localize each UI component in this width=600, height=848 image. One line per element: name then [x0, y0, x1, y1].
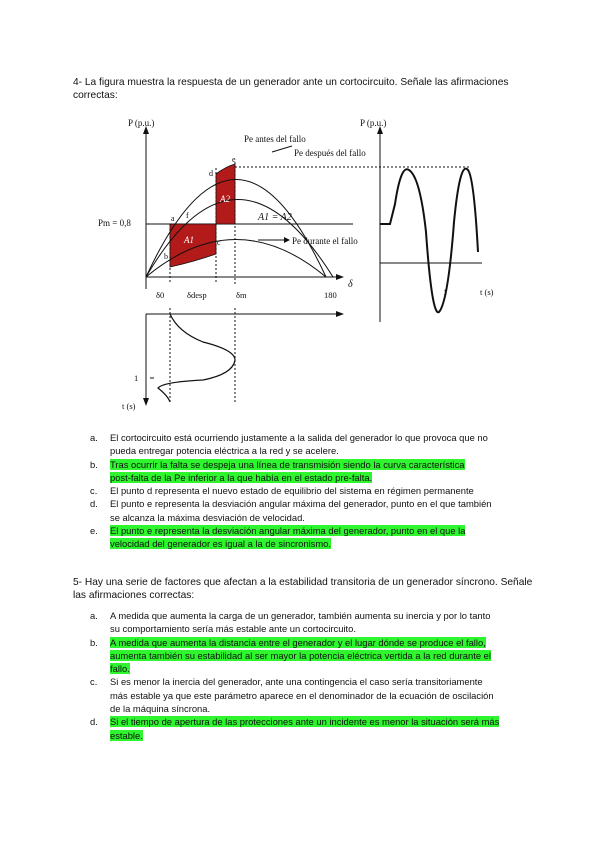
point-c: c: [217, 238, 221, 247]
bottom-t-arrow: [143, 398, 149, 406]
option-text: [110, 431, 522, 458]
point-b: b: [164, 252, 168, 261]
option-line: pueda entregar potencia eléctrica a la red y se acelere.: [110, 445, 339, 457]
answer-option: [90, 431, 522, 458]
time-axis-right: t (s): [480, 287, 494, 297]
question-5-options: [90, 609, 530, 742]
option-line: se alcanza la máxima desviación de velocidad.: [110, 511, 305, 523]
option-line: más estable ya que este parámetro aparece en el denominador de la ecuación de oscilación: [110, 689, 494, 701]
during-arrowhead: [284, 237, 290, 243]
power-angle-figure: [98, 112, 508, 412]
curve-during-label: Pe durante el fallo: [292, 236, 358, 246]
option-letter: e.: [90, 525, 98, 537]
after-arrow: [272, 146, 292, 152]
time-axis-bottom: t (s): [122, 401, 136, 411]
option-line: El punto e representa la desviación angular máxima del generador, punto en el que también: [110, 498, 492, 510]
tick-one-right: 1: [443, 287, 448, 297]
answer-option: [90, 458, 522, 485]
point-f: f: [186, 211, 189, 220]
area-2-label: A2: [220, 194, 230, 204]
answer-option: [90, 675, 530, 715]
option-text: [110, 524, 522, 551]
question-4-title: 4- La figura muestra la respuesta de un generador ante un cortocircuito. Señale las afirmaciones correctas:: [73, 77, 509, 101]
point-d: d: [209, 169, 213, 178]
area-1-label: A1: [184, 235, 194, 245]
option-letter: c.: [90, 676, 98, 688]
answer-option: [90, 636, 530, 676]
option-text: [110, 715, 530, 742]
question-5-title: 5- Hay una serie de factores que afectan a la estabilidad transitoria de un generador síncrono. Señale las afirmaciones correctas:: [73, 577, 533, 601]
option-line: A medida que aumenta la carga de un generador, también aumenta su inercia y por lo tanto: [110, 610, 491, 621]
option-line: Tras ocurrir la falta se despeja una línea de transmisión siendo la curva característica: [110, 458, 465, 470]
tick-delta-desp: δdesp: [187, 290, 207, 300]
tick-180: 180: [324, 290, 337, 300]
option-letter: b.: [90, 636, 98, 648]
option-line: Si el tiempo de apertura de las protecciones ante un incidente es menor la situación será más: [110, 716, 500, 728]
option-line: de la máquina síncrona.: [110, 703, 211, 715]
option-letter: d.: [90, 716, 98, 728]
tick-delta0: δ0: [156, 290, 165, 300]
option-line: aumenta también su estabilidad al ser mayor la potencia eléctrica vertida a la red durante el: [110, 649, 491, 661]
option-line: su comportamiento sería más estable ante un cortocircuito.: [110, 623, 356, 635]
option-line: A medida que aumenta la distancia entre el generador y el lugar dónde se produce el fallo,: [110, 636, 486, 648]
option-line: post-falta de la Pe inferior a la que había en el estado pre-falta.: [110, 471, 373, 483]
delta-axis-label: δ: [348, 279, 353, 290]
tick-one-bottom: 1: [134, 373, 139, 383]
area-1-fill: [170, 224, 216, 267]
option-line: velocidad del generador es igual a la de sincronismo.: [110, 538, 331, 550]
option-letter: a.: [90, 432, 98, 443]
right-ylabel: P (p.u.): [360, 118, 387, 128]
bottom-delta-arrow: [336, 311, 344, 317]
tick-delta-m: δm: [236, 290, 247, 300]
option-text: [110, 484, 522, 497]
option-line: El punto d representa el nuevo estado de equilibrio del sistema en régimen permanente: [110, 485, 474, 497]
option-line: Si es menor la inercia del generador, ante una contingencia el caso sería transitoriamente: [110, 676, 483, 688]
answer-option: [90, 484, 522, 497]
answer-option: [90, 524, 522, 551]
option-line: El punto e representa la desviación angular máxima del generador, punto en el que la: [110, 525, 466, 537]
point-a: a: [171, 214, 175, 223]
area-relation-label: A1 = A2: [258, 212, 292, 223]
question-4-options: [90, 431, 522, 551]
left-ylabel: P (p.u.): [128, 118, 155, 128]
option-letter: c.: [90, 485, 98, 497]
option-letter: d.: [90, 498, 98, 510]
answer-option: [90, 497, 522, 524]
right-power-response: [380, 169, 478, 313]
pm-label: Pm = 0,8: [98, 218, 131, 228]
option-line: fallo.: [110, 663, 130, 675]
point-e: e: [232, 155, 236, 164]
option-letter: a.: [90, 610, 98, 621]
option-text: [110, 458, 522, 485]
curve-after-label: Pe después del fallo: [294, 148, 366, 158]
curve-before-label: Pe antes del fallo: [244, 134, 306, 144]
answer-option: [90, 609, 530, 636]
option-line: estable.: [110, 729, 143, 741]
option-text: [110, 609, 530, 636]
delta-axis-arrow: [336, 274, 344, 280]
option-line: El cortocircuito está ocurriendo justamente a la salida del generador lo que provoca que no: [110, 432, 488, 443]
option-text: [110, 636, 530, 676]
option-text: [110, 497, 522, 524]
option-letter: b.: [90, 458, 98, 470]
option-text: [110, 675, 530, 715]
answer-option: [90, 715, 530, 742]
